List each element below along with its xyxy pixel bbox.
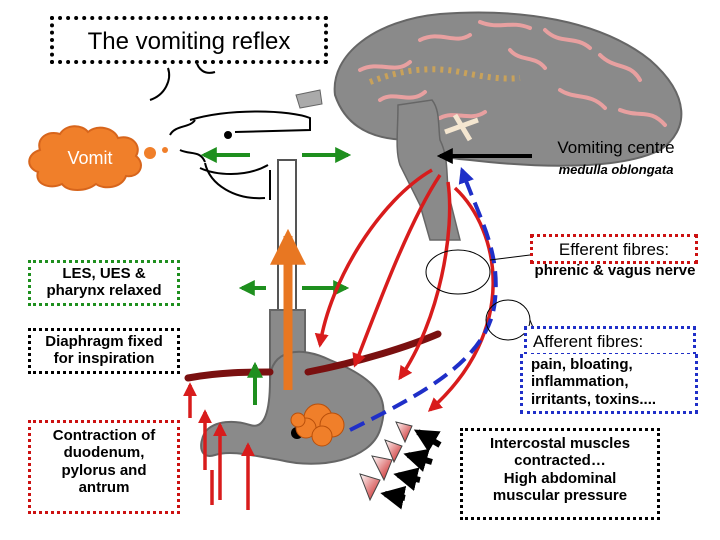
vomit-label: Vomit — [67, 148, 113, 168]
efferent-title-box: Efferent fibres: — [530, 234, 698, 264]
les-ues-box: LES, UES & pharynx relaxed — [28, 260, 180, 306]
abdominal-pressure-arrows — [385, 432, 440, 498]
page-title: The vomiting reflex — [50, 16, 328, 64]
intercostal-line1: Intercostal muscles contracted… — [489, 435, 631, 470]
tongue — [296, 90, 322, 108]
afferent-title-box: Afferent fibres: — [524, 326, 696, 356]
afferent-detail-box: pain, bloating, inflammation, irritants, toxins.... — [520, 354, 698, 414]
vomiting-centre-title: Vomiting centre — [557, 138, 675, 157]
intercostal-box — [460, 428, 660, 520]
contraction-box: Contraction of duodenum, pylorus and antrum — [28, 420, 180, 514]
vomit-droplets — [144, 147, 168, 159]
vomiting-centre-subtitle: medulla oblongata — [558, 162, 674, 177]
efferent-circle — [426, 250, 490, 294]
intercostal-line2: High abdominal muscular pressure — [492, 469, 628, 504]
diaphragm-box: Diaphragm fixed for inspiration — [28, 328, 180, 374]
efferent-detail: phrenic & vagus nerve — [534, 262, 696, 279]
